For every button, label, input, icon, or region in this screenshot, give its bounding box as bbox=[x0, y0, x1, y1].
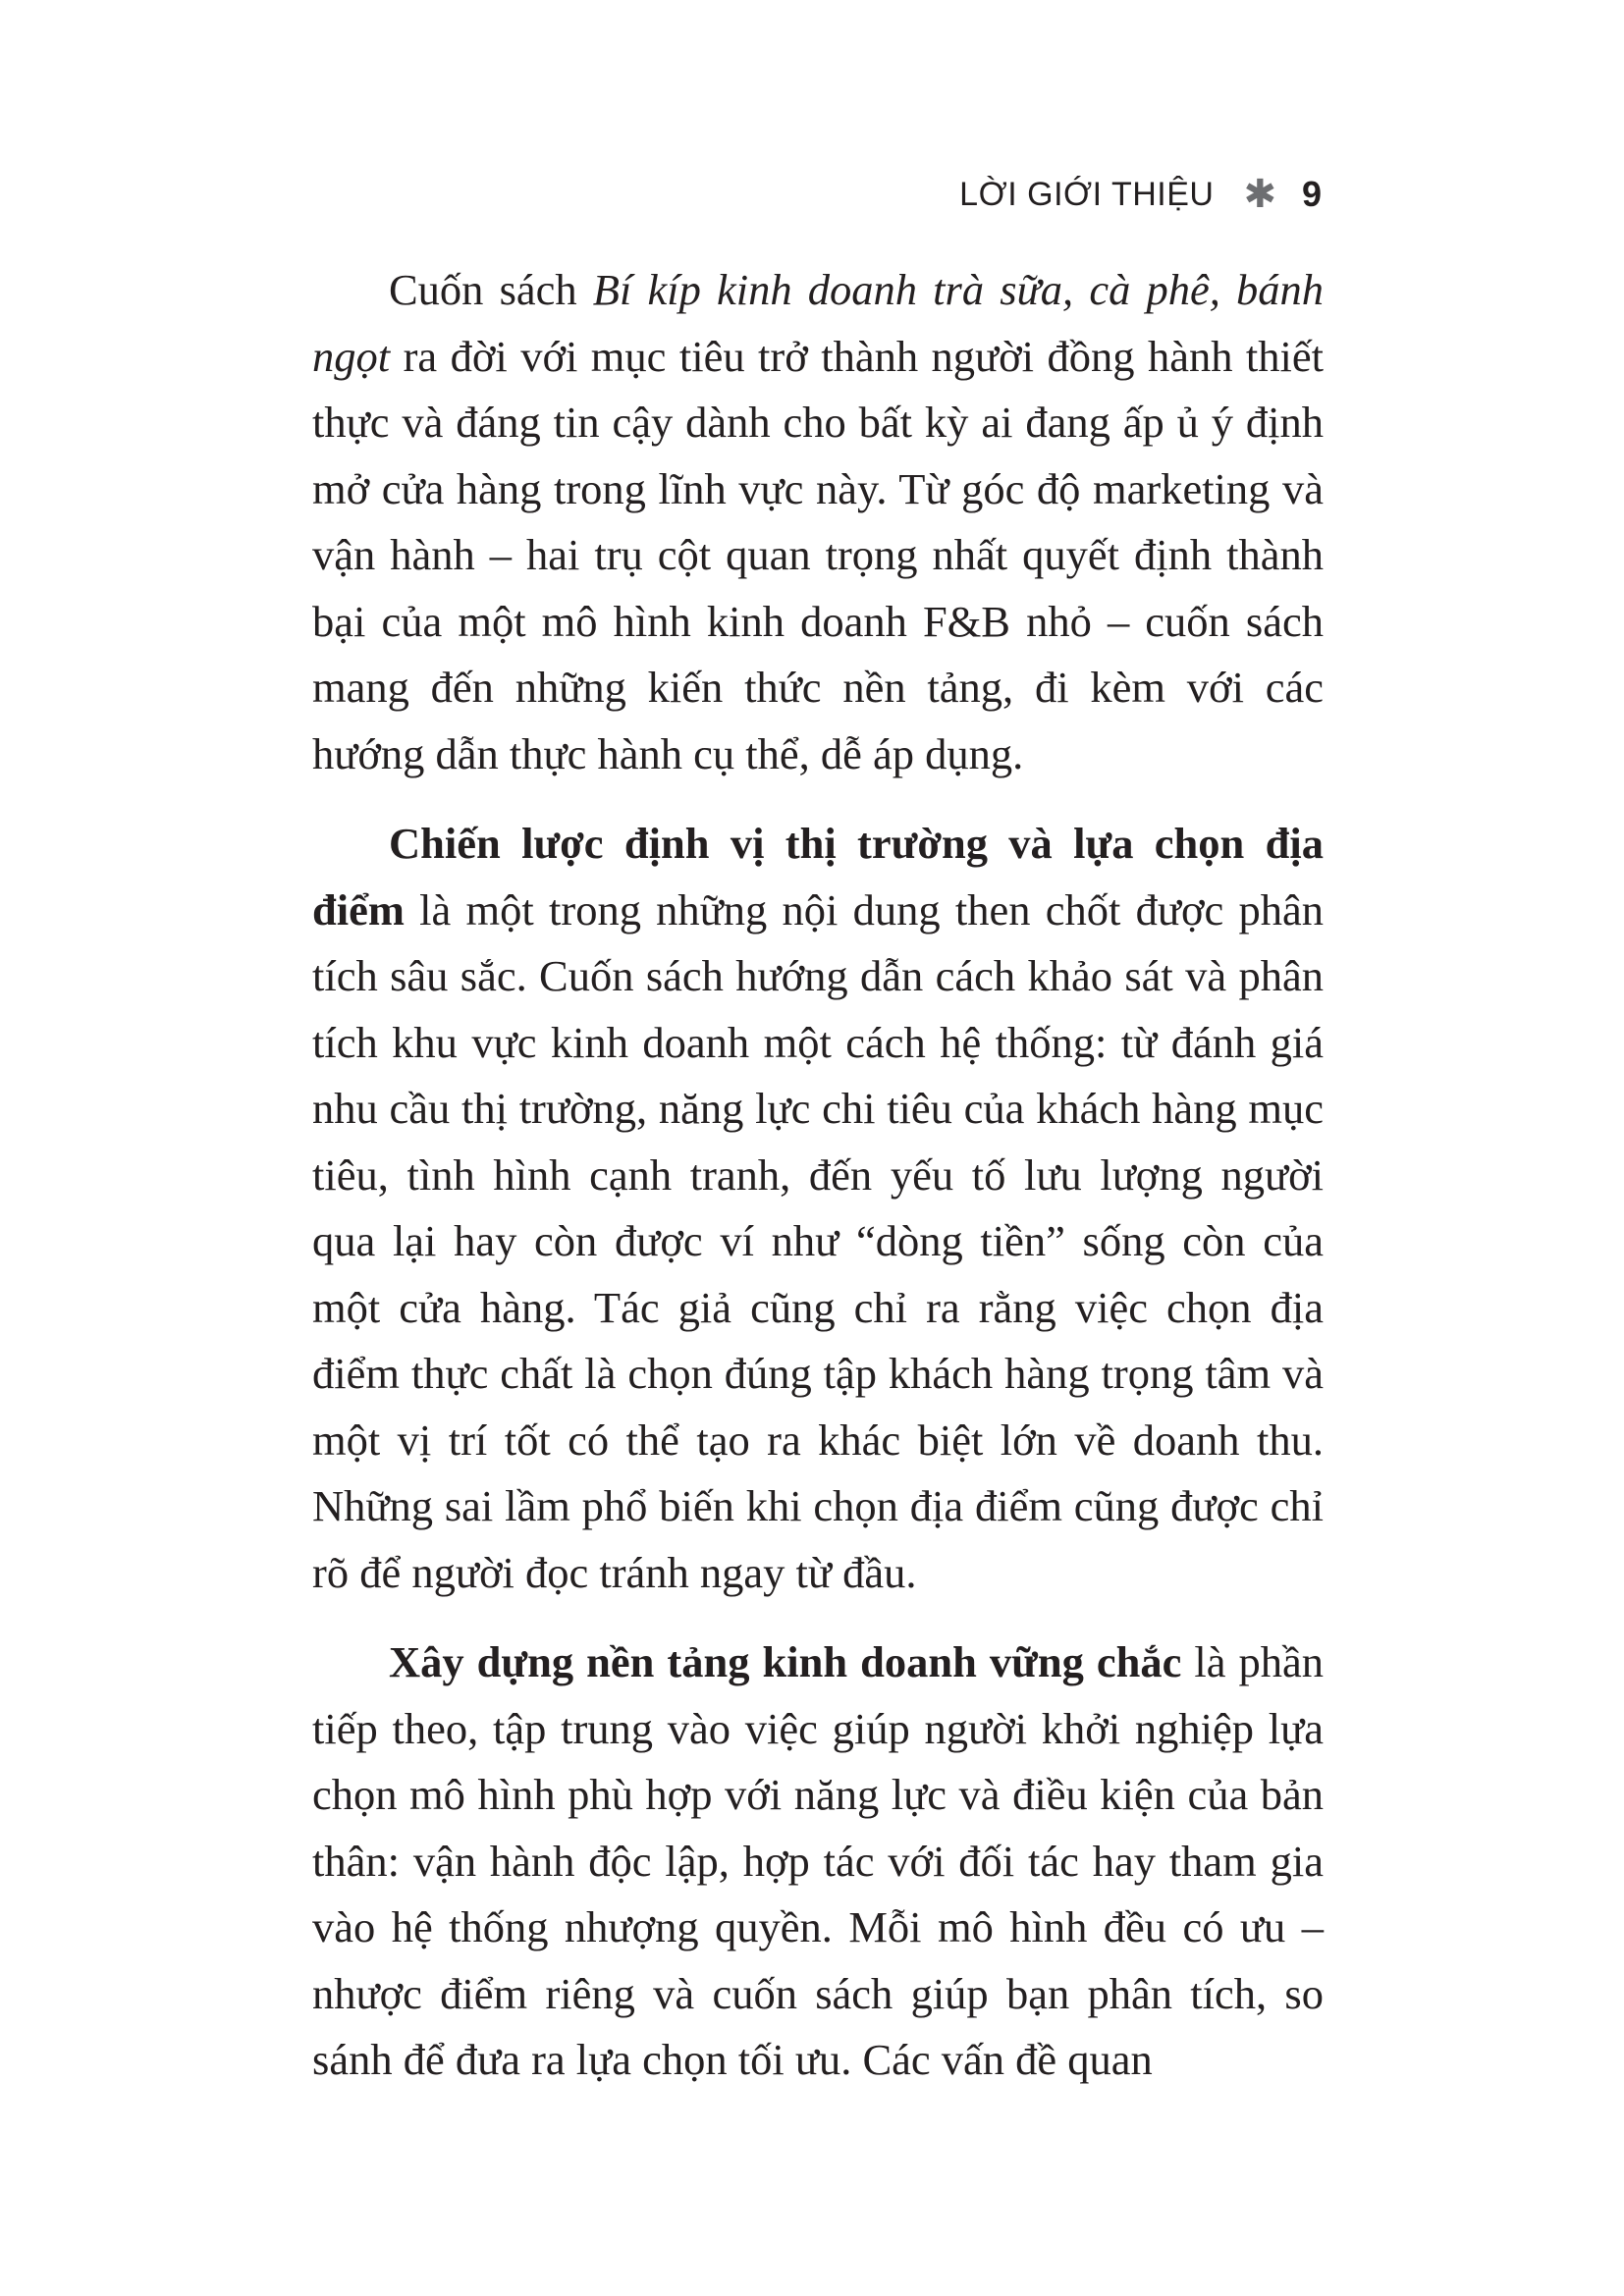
paragraph-location-strategy bbox=[312, 811, 1324, 1606]
body-text bbox=[312, 257, 1324, 2117]
paragraph-intro bbox=[312, 257, 1324, 787]
asterisk-ornament-icon: ✱ bbox=[1243, 173, 1276, 216]
book-title: Bí kíp kinh doanh trà sữa, cà phê, bánh ngọt bbox=[312, 265, 1324, 381]
section-heading-location: Chiến lược định vị thị trường và lựa chọn địa điểm bbox=[312, 819, 1324, 934]
paragraph-text: ra đời với mục tiêu trở thành người đồng hành thiết thực và đáng tin cậy dành cho bất kỳ ai đang ấp ủ ý định mở cửa hàng trong lĩnh vực này. Từ góc độ marketing và vận hành – hai trụ cột quan trọng nhất quyết định thành bại của một mô hình kinh doanh F&B nhỏ – cuốn sách mang đến những kiến thức nền tảng, đi kèm với các hướng dẫn thực hành cụ thể, dễ áp dụng. bbox=[312, 331, 1324, 778]
chapter-title: LỜI GIỚI THIỆU bbox=[959, 175, 1215, 213]
paragraph-text: là một trong những nội dung then chốt được phân tích sâu sắc. Cuốn sách hướng dẫn cách khảo sát và phân tích khu vực kinh doanh một cách hệ thống: từ đánh giá nhu cầu thị trường, năng lực chi tiêu của khách hàng mục tiêu, tình hình cạnh tranh, đến yếu tố lưu lượng người qua lại hay còn được ví như “dòng tiền” sống còn của một cửa hàng. Tác giả cũng chỉ ra rằng việc chọn địa điểm thực chất là chọn đúng tập khách hàng trọng tâm và một vị trí tốt có thể tạo ra khác biệt lớn về doanh thu. Những sai lầm phổ biến khi chọn địa điểm cũng được chỉ rõ để người đọc tránh ngay từ đầu. bbox=[312, 884, 1324, 1597]
page-number: 9 bbox=[1301, 174, 1322, 214]
paragraph-business-foundation bbox=[312, 1629, 1324, 2094]
section-heading-foundation: Xây dựng nền tảng kinh doanh vững chắc bbox=[389, 1637, 1182, 1686]
paragraph-text: là phần tiếp theo, tập trung vào việc giúp người khởi nghiệp lựa chọn mô hình phù hợp với năng lực và điều kiện của bản thân: vận hành độc lập, hợp tác với đối tác hay tham gia vào hệ thống nhượng quyền. Mỗi mô hình đều có ưu – nhược điểm riêng và cuốn sách giúp bạn phân tích, so sánh để đưa ra lựa chọn tối ưu. Các vấn đề quan bbox=[312, 1637, 1324, 2084]
running-header bbox=[959, 167, 1322, 222]
paragraph-lead: Cuốn sách bbox=[389, 265, 593, 314]
